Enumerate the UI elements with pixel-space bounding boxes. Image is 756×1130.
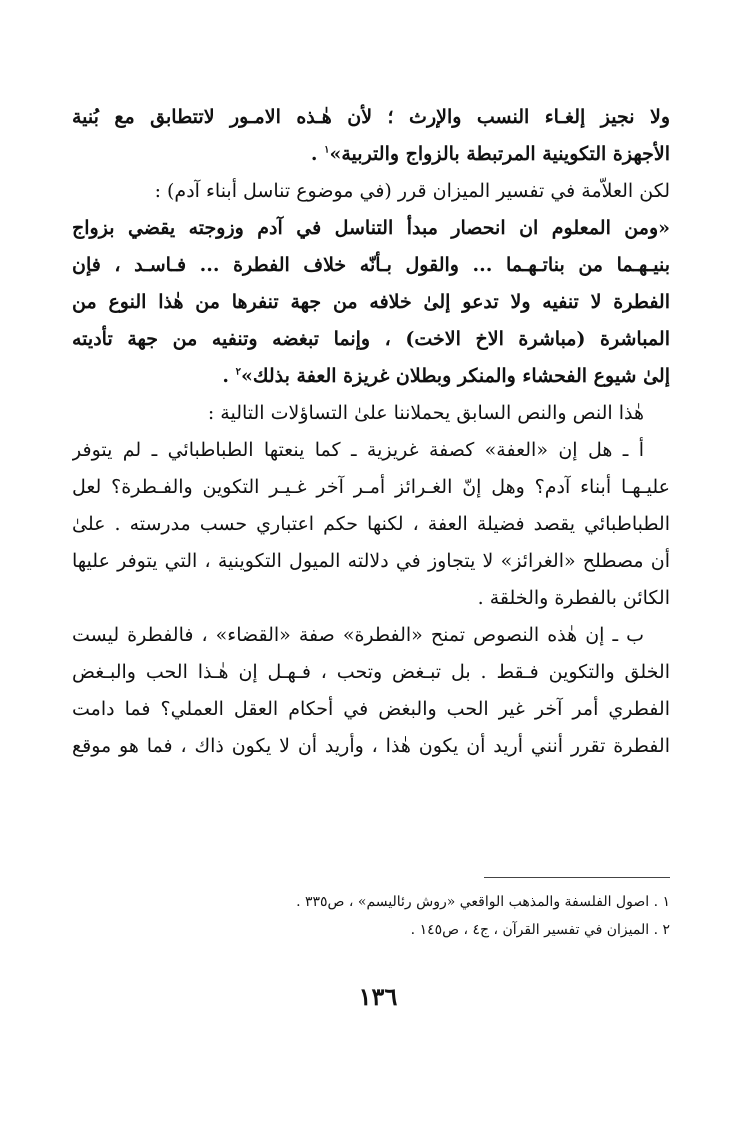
text-line: [72, 654, 670, 691]
text-line: [72, 543, 670, 580]
text-line: [72, 580, 670, 617]
line-text: أن مصطلح «الغرائز» لا يتجاوز في دلالته الميول التكوينية ، التي يتوفر عليها: [72, 550, 670, 572]
line-text: «ومن المعلوم ان انحصار مبدأ التناسل في آدم وزوجته يقضي بزواج: [72, 217, 670, 239]
text-line: [72, 99, 670, 136]
text-line: [72, 506, 670, 543]
line-text: ولا نجيز إلغـاء النسب والإرث ؛ لأن هٰـذه الامـور لاتتطابق مع بُنية: [72, 106, 670, 128]
text-line: [72, 432, 670, 469]
text-line: [72, 321, 670, 358]
line-text: أ ـ هل إن «العفة» كصفة غريزية ـ كما ينعتها الطباطبائي ـ لم يتوفر: [72, 439, 644, 461]
text-line: [72, 469, 670, 506]
text-line: [72, 247, 670, 284]
line-text: الكائن بالفطرة والخلقة .: [477, 587, 670, 609]
text-line: [72, 210, 670, 247]
text-line: [72, 284, 670, 321]
line-text: الفطرة تقرر أنني أريد أن يكون هٰذا ، وأريد أن لا يكون ذاك ، فما هو موقع: [72, 735, 670, 757]
line-text: إلىٰ شيوع الفحشاء والمنكر وبطلان غريزة العفة بذلك»: [240, 365, 670, 387]
text-line: [72, 395, 670, 432]
line-text: المباشرة (مباشرة الاخ الاخت) ، وإنما تبغضه وتنفيه من جهة تأديته: [72, 328, 670, 350]
line-text: الفطرة لا تنفيه ولا تدعو إلىٰ خلافه من جهة تنفرها من هٰذا النوع من: [72, 291, 670, 313]
line-text: لكن العلاّمة في تفسير الميزان قرر (في موضوع تناسل أبناء آدم) :: [154, 180, 670, 202]
line-text: بنيـهـما من بناتـهـما ... والقول بـأنّه خلاف الفطرة ... فـاسـد ، فإن: [72, 254, 670, 276]
main-text: [72, 99, 670, 765]
line-end-punct: .: [222, 365, 236, 387]
line-text: الطباطبائي يقصد فضيلة العفة ، لكنها حكم اعتباري حسب مدرسته . علىٰ: [72, 513, 670, 535]
footnote: ١ . اصول الفلسفة والمذهب الواقعي «روش رئاليسم» ، ص٣٣٥ .: [296, 894, 670, 910]
text-line: [72, 728, 670, 765]
footnote-marker: ١: [324, 144, 330, 156]
text-line: [72, 136, 670, 173]
text-line: [72, 358, 670, 395]
text-line: [72, 617, 670, 654]
footnote-divider: [484, 877, 670, 878]
line-text: عليـهـا أبناء آدم؟ وهل إنّ الغـرائز أمـر آخر غـيـر التكوين والفـطرة؟ لعل: [72, 476, 670, 498]
text-line: [72, 691, 670, 728]
footnote-marker: ٢: [235, 366, 241, 378]
line-text: ب ـ إن هٰذه النصوص تمنح «الفطرة» صفة «القضاء» ، فالفطرة ليست: [72, 624, 644, 646]
line-text: الخلق والتكوين فـقط . بل تبـغض وتحب ، فـهـل إن هٰـذا الحب والبـغض: [72, 661, 670, 683]
line-text: الفطري أمر آخر غير الحب والبغض في أحكام العقل العملي؟ فما دامت: [72, 698, 670, 720]
line-end-punct: .: [310, 143, 325, 165]
line-text: الأجهزة التكوينية المرتبطة بالزواج والتربية»: [329, 143, 670, 165]
footnotes: [72, 888, 670, 944]
text-line: [72, 173, 670, 210]
line-text: هٰذا النص والنص السابق يحملاننا علىٰ التساؤلات التالية :: [207, 402, 644, 424]
footnote: ٢ . الميزان في تفسير القرآن ، ج٤ ، ص١٤٥ .: [410, 922, 670, 938]
page-number: ١٣٦: [358, 982, 398, 1011]
